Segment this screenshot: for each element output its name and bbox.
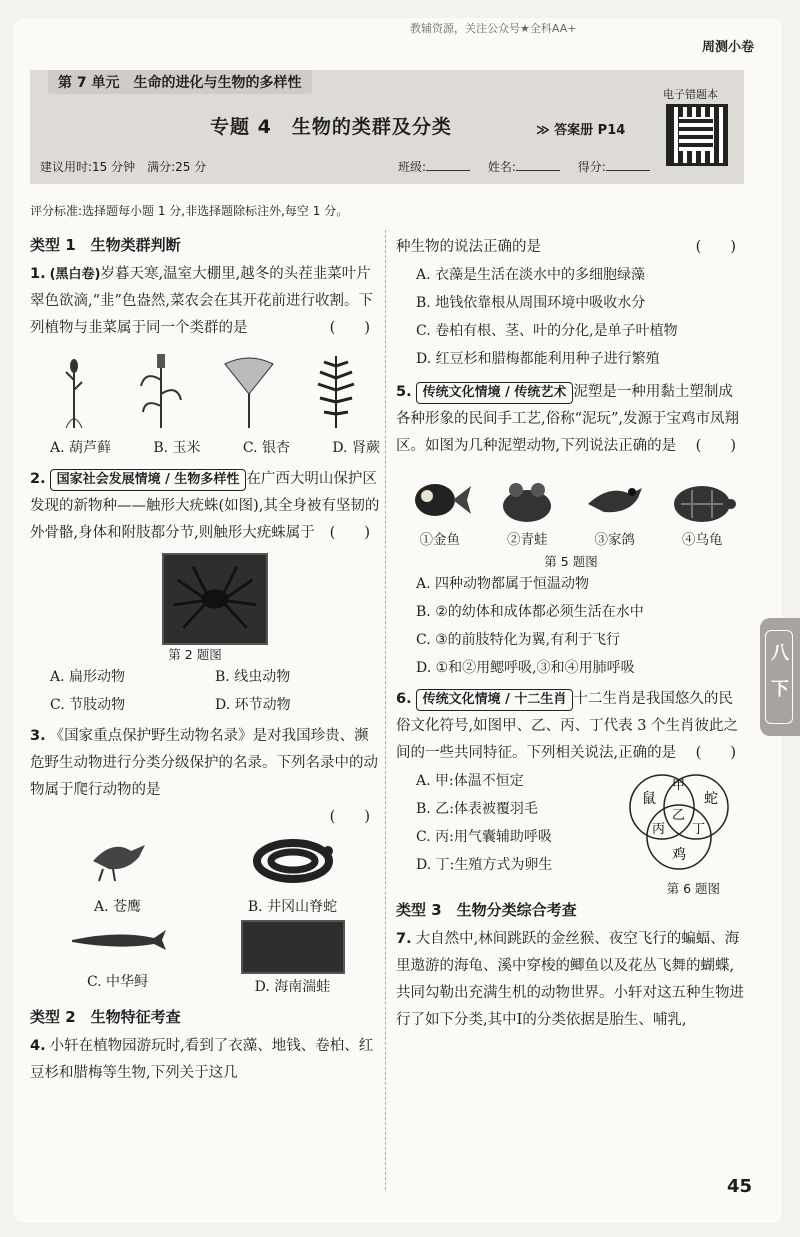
question-number: 1. <box>30 266 46 282</box>
question-6-options <box>396 767 746 879</box>
question-text: 十二生肖是我国悠久的民俗文化符号,如图甲、乙、丙、丁代表 3 个生肖彼此之间的一些共同特征。下列相关说法,正确的是 <box>396 691 739 761</box>
animal-label-turtle: ④乌龟 <box>682 532 723 548</box>
ginkgo-icon <box>219 350 279 430</box>
class-label: 班级: <box>398 160 427 174</box>
moss-icon <box>44 350 104 430</box>
answer-paren: ( ) <box>329 320 370 336</box>
sturgeon-icon <box>68 920 168 960</box>
question-3-options <box>30 831 380 1000</box>
option-d[interactable]: D. 环节动物 <box>215 697 291 713</box>
option-b-cell[interactable] <box>205 831 380 920</box>
frog-icon <box>492 470 562 528</box>
question-2 <box>30 466 380 547</box>
question-3 <box>30 723 380 831</box>
animal-label-goldfish: ①金鱼 <box>419 532 460 548</box>
option-d[interactable]: D. 肾蕨 <box>332 440 380 456</box>
option-a[interactable]: A. 甲:体温不恒定 <box>416 773 524 789</box>
answer-paren: ( ) <box>695 745 736 761</box>
question-number: 7. <box>396 931 412 947</box>
question-number: 6. <box>396 691 412 707</box>
scoring-standard: 评分标准:选择题每小题 1 分,非选择题除标注外,每空 1 分。 <box>30 204 349 218</box>
venn-jia: 甲 <box>672 778 686 793</box>
spider-photo <box>162 553 268 645</box>
option-b[interactable]: B. 玉米 <box>153 440 201 456</box>
option-c[interactable]: C. ③的前肢特化为翼,有利于飞行 <box>416 632 621 648</box>
option-b: B. 井冈山脊蛇 <box>247 899 338 915</box>
animal-label-pigeon: ③家鸽 <box>594 532 635 548</box>
side-tab-grade: 八 <box>771 643 789 664</box>
question-text: 大自然中,林间跳跃的金丝猴、夜空飞行的蝙蝠、海里遨游的海龟、溪中穿梭的鲫鱼以及花丛飞舞的蝴蝶,共同勾勒出充满生机的动物世界。小轩对这五种生物进行了如下分类,其中Ⅰ的分类依据是胎生、哺乳, <box>396 931 744 1028</box>
left-column <box>30 234 380 1087</box>
option-c: C. 中华鲟 <box>86 974 149 990</box>
option-a[interactable]: A. 葫芦藓 <box>50 440 112 456</box>
option-c-cell[interactable] <box>30 920 205 1000</box>
pigeon-icon <box>580 470 650 528</box>
top-note: 教辅资源，关注公众号★全科AA+ <box>410 22 577 35</box>
fern-icon <box>306 350 366 430</box>
turtle-icon <box>667 470 737 528</box>
class-blank <box>426 170 470 171</box>
frog-photo <box>241 920 345 974</box>
question-tag: 传统文化情境 / 十二生肖 <box>416 689 574 711</box>
goldfish-icon <box>405 470 475 528</box>
score-blank <box>606 170 650 171</box>
option-b[interactable]: B. 地钱依靠根从周围环境中吸收水分 <box>416 295 646 311</box>
question-text: 岁暮天寒,温室大棚里,越冬的头茬韭菜叶片翠色欲滴,“韭”色盎然,菜农会在其开花前进行收割。下列植物与韭菜属于同一个类群的是 <box>30 266 374 336</box>
section-title-type1: 类型 1 生物类群判断 <box>30 236 181 254</box>
figure-caption: 第 5 题图 <box>544 554 598 569</box>
option-d[interactable]: D. 红豆杉和腊梅都能利用种子进行繁殖 <box>416 351 660 367</box>
grade-side-tab <box>760 618 800 736</box>
option-d-cell[interactable] <box>205 920 380 1000</box>
question-1-options <box>30 434 380 462</box>
question-7 <box>396 926 746 1034</box>
answer-paren: ( ) <box>329 809 370 825</box>
option-c[interactable]: C. 卷柏有根、茎、叶的分化,是单子叶植物 <box>416 323 678 339</box>
side-tab-term: 下 <box>771 679 789 700</box>
question-5 <box>396 379 746 460</box>
option-d[interactable]: D. ①和②用鳃呼吸,③和④用肺呼吸 <box>416 660 635 676</box>
suggested-time: 建议用时:15 分钟 满分:25 分 <box>40 160 207 174</box>
option-a[interactable]: A. 衣藻是生活在淡水中的多细胞绿藻 <box>416 267 646 283</box>
clay-animal-figures <box>396 464 746 528</box>
page-number: 45 <box>726 1176 752 1197</box>
option-a[interactable]: A. 扁形动物 <box>50 669 126 685</box>
section-title-type2: 类型 2 生物特征考查 <box>30 1008 181 1026</box>
option-c[interactable]: C. 节肢动物 <box>50 697 126 713</box>
question-number: 4. <box>30 1038 46 1054</box>
venn-rat: 鼠 <box>642 791 656 807</box>
question-number: 2. <box>30 471 46 487</box>
snake-icon <box>248 831 338 885</box>
venn-snake: 蛇 <box>704 791 718 807</box>
answer-paren: ( ) <box>695 438 736 454</box>
question-number: 3. <box>30 728 46 744</box>
answer-paren: ( ) <box>695 239 736 255</box>
question-text: 泥塑是一种用黏土塑制成各种形象的民间手工艺,俗称“泥玩”,发源于宝鸡市凤翔区。如图为几种泥塑动物,下列说法正确的是 <box>396 384 740 454</box>
option-b[interactable]: B. ②的幼体和成体都必须生活在水中 <box>416 604 644 620</box>
score-label: 得分: <box>577 160 606 174</box>
option-b[interactable]: B. 线虫动物 <box>215 669 291 685</box>
column-divider <box>385 230 386 1190</box>
qr-code-icon <box>666 104 728 166</box>
answer-reference: ≫ 答案册 P14 <box>536 123 626 138</box>
answer-paren: ( ) <box>329 525 370 541</box>
option-a[interactable]: A. 四种动物都属于恒温动物 <box>416 576 590 592</box>
option-c[interactable]: C. 银杏 <box>242 440 290 456</box>
name-blank <box>516 170 560 171</box>
figure-caption: 第 2 题图 <box>168 647 222 662</box>
series-label: 周测小卷 <box>701 40 754 55</box>
venn-diagram <box>620 767 738 885</box>
venn-bing: 丙 <box>652 822 666 837</box>
question-text: 种生物的说法正确的是 <box>396 239 541 255</box>
question-tag: 国家社会发展情境 / 生物多样性 <box>50 469 247 491</box>
question-tag: (黑白卷) <box>49 267 101 282</box>
qr-label: 电子错题本 <box>663 88 718 101</box>
option-b[interactable]: B. 乙:体表被覆羽毛 <box>416 801 538 817</box>
question-text: 小轩在植物园游玩时,看到了衣藻、地钱、卷柏、红豆杉和腊梅等生物,下列关于这几 <box>30 1038 374 1081</box>
option-d: D. 海南湍蛙 <box>254 979 331 995</box>
question-text: 《国家重点保护野生动物名录》是对我国珍贵、濒危野生动物进行分类分级保护的名录。下列名录中的动物属于爬行动物的是 <box>30 728 378 798</box>
section-title-type3: 类型 3 生物分类综合考查 <box>396 901 577 919</box>
venn-ding: 丁 <box>692 822 706 837</box>
question-text: 在广西大明山保护区发现的新物种——触形大疣蛛(如图),其全身被有坚韧的外骨骼,身体和附肢都分节,则触形大疣蛛属于 <box>30 471 380 541</box>
name-label: 姓名: <box>487 160 516 174</box>
figure-caption: 第 6 题图 <box>666 881 720 896</box>
right-column <box>396 234 746 1034</box>
option-a: A. 苍鹰 <box>93 899 141 915</box>
spider-icon <box>164 555 266 643</box>
venn-chicken: 鸡 <box>672 847 686 863</box>
question-4-continued <box>396 234 746 261</box>
option-c[interactable]: C. 丙:用气囊辅助呼吸 <box>416 829 552 845</box>
animal-labels <box>396 528 746 552</box>
question-6 <box>396 686 746 767</box>
hawk-icon <box>83 831 153 885</box>
question-4 <box>30 1033 380 1087</box>
question-1 <box>30 261 380 342</box>
option-d[interactable]: D. 丁:生殖方式为卵生 <box>416 857 553 873</box>
topic-title: 专题 4 生物的类群及分类 <box>210 116 452 138</box>
unit-label: 第 7 单元 生命的进化与生物的多样性 <box>48 70 312 94</box>
corn-icon <box>131 350 191 430</box>
question-tag: 传统文化情境 / 传统艺术 <box>416 382 574 404</box>
venn-yi: 乙 <box>672 808 686 823</box>
plant-figures <box>30 346 380 430</box>
animal-label-frog: ②青蛙 <box>507 532 548 548</box>
option-a-cell[interactable] <box>30 831 205 920</box>
student-info-line <box>398 158 664 175</box>
question-2-options <box>30 663 380 719</box>
question-number: 5. <box>396 384 412 400</box>
